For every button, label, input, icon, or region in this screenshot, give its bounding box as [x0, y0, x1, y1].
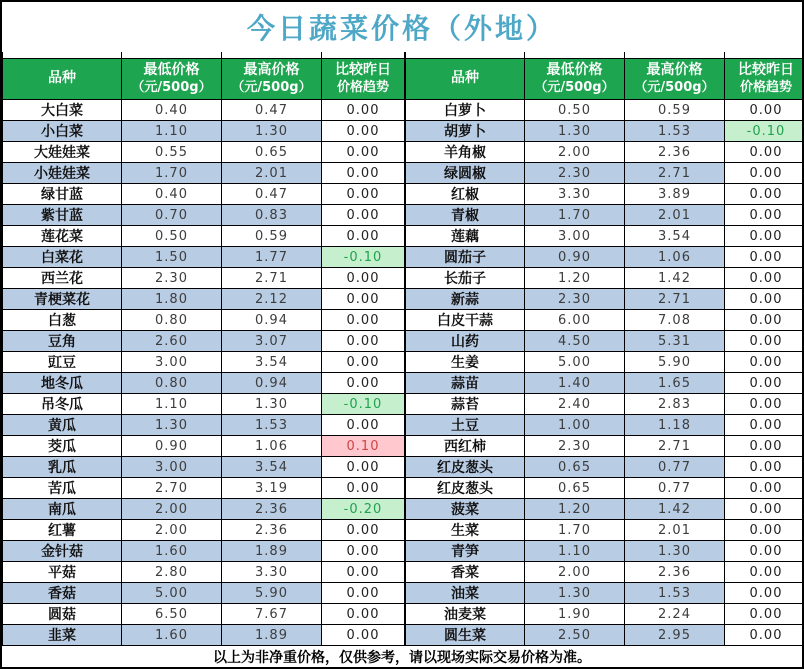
table-row [406, 310, 804, 331]
table-row [406, 520, 804, 541]
table-row [3, 121, 405, 142]
min-price-cell: 0.50 [122, 226, 222, 247]
max-price-cell: 5.90 [222, 583, 322, 604]
min-price-cell: 3.30 [525, 184, 625, 205]
veg-name-cell: 小白菜 [3, 121, 122, 142]
veg-name-cell: 西兰花 [3, 268, 122, 289]
table-row [406, 352, 804, 373]
header-row [3, 59, 405, 100]
trend-cell: 0.00 [725, 604, 804, 625]
max-price-cell: 1.89 [222, 541, 322, 562]
veg-name-cell: 大娃娃菜 [3, 142, 122, 163]
trend-cell: 0.00 [725, 457, 804, 478]
min-price-cell: 1.10 [525, 541, 625, 562]
veg-name-cell: 吊冬瓜 [3, 394, 122, 415]
veg-name-cell: 大白菜 [3, 100, 122, 121]
min-price-cell: 0.70 [122, 205, 222, 226]
max-price-cell: 2.36 [625, 142, 725, 163]
table-row [3, 541, 405, 562]
col-header-min-price: 最低价格 （元/500g） [525, 59, 625, 100]
title-bar [2, 2, 802, 52]
trend-cell: 0.00 [725, 142, 804, 163]
veg-name-cell: 豇豆 [3, 352, 122, 373]
veg-name-cell: 蒜苔 [406, 394, 525, 415]
veg-name-cell: 豆角 [3, 331, 122, 352]
min-price-cell: 5.00 [122, 583, 222, 604]
max-price-cell: 3.54 [625, 226, 725, 247]
table-row [3, 289, 405, 310]
max-price-cell: 3.89 [625, 184, 725, 205]
veg-name-cell: 紫甘蓝 [3, 205, 122, 226]
min-price-cell: 1.20 [525, 499, 625, 520]
trend-cell: 0.00 [725, 163, 804, 184]
table-row [406, 457, 804, 478]
veg-name-cell: 红薯 [3, 520, 122, 541]
trend-cell: 0.00 [725, 478, 804, 499]
max-price-cell: 3.07 [222, 331, 322, 352]
veg-name-cell: 白葱 [3, 310, 122, 331]
max-price-cell: 2.71 [625, 163, 725, 184]
min-price-cell: 1.30 [525, 121, 625, 142]
trend-cell: 0.00 [725, 268, 804, 289]
trend-cell: 0.00 [322, 457, 405, 478]
min-price-cell: 2.30 [525, 436, 625, 457]
veg-name-cell: 土豆 [406, 415, 525, 436]
trend-cell: 0.00 [725, 226, 804, 247]
trend-cell: 0.00 [725, 205, 804, 226]
col-header-max-price: 最高价格 （元/500g） [222, 59, 322, 100]
min-price-cell: 0.80 [122, 310, 222, 331]
max-price-cell: 1.30 [625, 541, 725, 562]
table-row [406, 499, 804, 520]
veg-name-cell: 白菜花 [3, 247, 122, 268]
veg-name-cell: 生菜 [406, 520, 525, 541]
veg-name-cell: 绿圆椒 [406, 163, 525, 184]
veg-name-cell: 青梗菜花 [3, 289, 122, 310]
table-row [3, 331, 405, 352]
min-price-cell: 1.10 [122, 121, 222, 142]
min-price-cell: 1.70 [122, 163, 222, 184]
veg-name-cell: 香菜 [406, 562, 525, 583]
table-row [3, 142, 405, 163]
max-price-cell: 3.54 [222, 457, 322, 478]
trend-cell: 0.00 [725, 415, 804, 436]
veg-name-cell: 平菇 [3, 562, 122, 583]
veg-name-cell: 白萝卜 [406, 100, 525, 121]
table-row [406, 478, 804, 499]
max-price-cell: 1.53 [625, 121, 725, 142]
table-row [3, 352, 405, 373]
trend-cell: 0.00 [725, 541, 804, 562]
tables-area [2, 52, 802, 646]
max-price-cell: 0.59 [625, 100, 725, 121]
veg-name-cell: 长茄子 [406, 268, 525, 289]
veg-name-cell: 青笋 [406, 541, 525, 562]
trend-cell: 0.00 [725, 499, 804, 520]
max-price-cell: 0.65 [222, 142, 322, 163]
max-price-cell: 0.77 [625, 478, 725, 499]
trend-cell: 0.00 [322, 415, 405, 436]
trend-cell: 0.00 [725, 352, 804, 373]
table-row [3, 373, 405, 394]
table-row [3, 625, 405, 646]
trend-cell: 0.00 [725, 100, 804, 121]
min-price-cell: 1.30 [122, 415, 222, 436]
veg-name-cell: 乳瓜 [3, 457, 122, 478]
disclaimer-text: 以上为非净重价格，仅供参考，请以现场实际交易价格为准。 [213, 650, 591, 666]
trend-cell: 0.00 [322, 205, 405, 226]
trend-cell: 0.00 [725, 247, 804, 268]
col-header-min-price: 最低价格 （元/500g） [122, 59, 222, 100]
trend-cell: -0.10 [322, 394, 405, 415]
trend-cell: 0.00 [725, 310, 804, 331]
table-row [3, 163, 405, 184]
price-table-left [2, 52, 405, 646]
trend-cell: 0.00 [322, 142, 405, 163]
min-price-cell: 2.30 [525, 163, 625, 184]
trend-cell: 0.00 [322, 541, 405, 562]
min-price-cell: 2.30 [122, 268, 222, 289]
table-row [3, 583, 405, 604]
table-row [406, 100, 804, 121]
table-row [3, 436, 405, 457]
max-price-cell: 1.06 [222, 436, 322, 457]
max-price-cell: 0.47 [222, 100, 322, 121]
min-price-cell: 1.80 [122, 289, 222, 310]
min-price-cell: 1.20 [525, 268, 625, 289]
trend-cell: 0.00 [322, 268, 405, 289]
min-price-cell: 3.00 [122, 457, 222, 478]
trend-cell: 0.00 [322, 562, 405, 583]
min-price-cell: 2.80 [122, 562, 222, 583]
max-price-cell: 7.67 [222, 604, 322, 625]
min-price-cell: 2.70 [122, 478, 222, 499]
max-price-cell: 0.77 [625, 457, 725, 478]
veg-name-cell: 白皮干蒜 [406, 310, 525, 331]
table-row [406, 163, 804, 184]
min-price-cell: 1.10 [122, 394, 222, 415]
min-price-cell: 2.00 [525, 142, 625, 163]
table-row [406, 205, 804, 226]
min-price-cell: 1.70 [525, 520, 625, 541]
table-row [3, 268, 405, 289]
trend-cell: -0.10 [322, 247, 405, 268]
table-row [3, 562, 405, 583]
min-price-cell: 0.50 [525, 100, 625, 121]
min-price-cell: 0.55 [122, 142, 222, 163]
max-price-cell: 0.47 [222, 184, 322, 205]
table-row [406, 373, 804, 394]
min-price-cell: 2.00 [122, 520, 222, 541]
table-row [406, 121, 804, 142]
min-price-cell: 5.00 [525, 352, 625, 373]
veg-name-cell: 红椒 [406, 184, 525, 205]
veg-name-cell: 香菇 [3, 583, 122, 604]
trend-cell: 0.00 [322, 478, 405, 499]
veg-name-cell: 圆生菜 [406, 625, 525, 646]
trend-cell: 0.00 [725, 625, 804, 646]
table-row [3, 184, 405, 205]
min-price-cell: 1.60 [122, 625, 222, 646]
min-price-cell: 0.90 [122, 436, 222, 457]
max-price-cell: 2.71 [222, 268, 322, 289]
table-row [3, 604, 405, 625]
min-price-cell: 1.50 [122, 247, 222, 268]
min-price-cell: 1.90 [525, 604, 625, 625]
table-row [3, 100, 405, 121]
table-row [3, 247, 405, 268]
max-price-cell: 2.01 [625, 520, 725, 541]
max-price-cell: 5.31 [625, 331, 725, 352]
min-price-cell: 2.50 [525, 625, 625, 646]
col-header-variety: 品种 [3, 59, 122, 100]
veg-name-cell: 韭菜 [3, 625, 122, 646]
trend-cell: 0.00 [725, 562, 804, 583]
table-row [3, 205, 405, 226]
veg-name-cell: 莲花菜 [3, 226, 122, 247]
max-price-cell: 3.30 [222, 562, 322, 583]
min-price-cell: 2.00 [525, 562, 625, 583]
trend-cell: 0.00 [725, 394, 804, 415]
max-price-cell: 2.71 [625, 289, 725, 310]
trend-cell: 0.00 [322, 121, 405, 142]
max-price-cell: 0.94 [222, 310, 322, 331]
trend-cell: 0.00 [322, 625, 405, 646]
max-price-cell: 0.83 [222, 205, 322, 226]
min-price-cell: 2.00 [122, 499, 222, 520]
max-price-cell: 1.77 [222, 247, 322, 268]
veg-name-cell: 莲藕 [406, 226, 525, 247]
trend-cell: 0.00 [725, 331, 804, 352]
col-header-variety: 品种 [406, 59, 525, 100]
veg-name-cell: 圆菇 [3, 604, 122, 625]
min-price-cell: 1.00 [525, 415, 625, 436]
trend-cell: 0.10 [322, 436, 405, 457]
table-row [3, 394, 405, 415]
col-header-trend: 比较昨日 价格趋势 [322, 59, 405, 100]
max-price-cell: 0.59 [222, 226, 322, 247]
header-row [406, 59, 804, 100]
trend-cell: -0.20 [322, 499, 405, 520]
min-price-cell: 6.50 [122, 604, 222, 625]
min-price-cell: 1.70 [525, 205, 625, 226]
trend-cell: 0.00 [322, 184, 405, 205]
veg-name-cell: 小娃娃菜 [3, 163, 122, 184]
table-row [406, 289, 804, 310]
max-price-cell: 1.65 [625, 373, 725, 394]
veg-name-cell: 青椒 [406, 205, 525, 226]
max-price-cell: 2.36 [222, 520, 322, 541]
min-price-cell: 3.00 [122, 352, 222, 373]
col-header-max-price: 最高价格 （元/500g） [625, 59, 725, 100]
table-row [3, 310, 405, 331]
min-price-cell: 1.60 [122, 541, 222, 562]
col-header-trend: 比较昨日 价格趋势 [725, 59, 804, 100]
min-price-cell: 0.65 [525, 478, 625, 499]
table-row [3, 226, 405, 247]
table-row [406, 268, 804, 289]
min-price-cell: 3.00 [525, 226, 625, 247]
trend-cell: 0.00 [322, 310, 405, 331]
veg-name-cell: 茭瓜 [3, 436, 122, 457]
table-row [406, 541, 804, 562]
max-price-cell: 5.90 [625, 352, 725, 373]
table-row [406, 142, 804, 163]
table-row [406, 247, 804, 268]
min-price-cell: 1.40 [525, 373, 625, 394]
max-price-cell: 2.71 [625, 436, 725, 457]
max-price-cell: 2.01 [222, 163, 322, 184]
trend-cell: 0.00 [322, 373, 405, 394]
max-price-cell: 2.83 [625, 394, 725, 415]
veg-name-cell: 绿甘蓝 [3, 184, 122, 205]
max-price-cell: 1.89 [222, 625, 322, 646]
max-price-cell: 7.08 [625, 310, 725, 331]
veg-name-cell: 生姜 [406, 352, 525, 373]
max-price-cell: 3.19 [222, 478, 322, 499]
table-row [3, 457, 405, 478]
veg-name-cell: 胡萝卜 [406, 121, 525, 142]
min-price-cell: 0.40 [122, 184, 222, 205]
trend-cell: 0.00 [725, 184, 804, 205]
table-row [406, 436, 804, 457]
table-row [406, 331, 804, 352]
max-price-cell: 1.53 [625, 583, 725, 604]
max-price-cell: 1.18 [625, 415, 725, 436]
table-row [3, 478, 405, 499]
table-row [406, 394, 804, 415]
veg-name-cell: 黄瓜 [3, 415, 122, 436]
trend-cell: 0.00 [725, 436, 804, 457]
max-price-cell: 2.36 [625, 562, 725, 583]
table-row [406, 226, 804, 247]
max-price-cell: 1.42 [625, 499, 725, 520]
table-row [406, 625, 804, 646]
trend-cell: 0.00 [725, 289, 804, 310]
veg-name-cell: 圆茄子 [406, 247, 525, 268]
min-price-cell: 0.65 [525, 457, 625, 478]
table-row [406, 415, 804, 436]
table-row [406, 583, 804, 604]
max-price-cell: 1.06 [625, 247, 725, 268]
veg-name-cell: 油菜 [406, 583, 525, 604]
veg-name-cell: 红皮葱头 [406, 478, 525, 499]
max-price-cell: 2.24 [625, 604, 725, 625]
veg-name-cell: 苦瓜 [3, 478, 122, 499]
max-price-cell: 3.54 [222, 352, 322, 373]
min-price-cell: 6.00 [525, 310, 625, 331]
max-price-cell: 1.42 [625, 268, 725, 289]
footer-bar [2, 646, 802, 668]
trend-cell: 0.00 [725, 583, 804, 604]
table-row [406, 604, 804, 625]
trend-cell: 0.00 [322, 520, 405, 541]
veg-name-cell: 羊角椒 [406, 142, 525, 163]
trend-cell: 0.00 [322, 226, 405, 247]
trend-cell: 0.00 [725, 373, 804, 394]
page-title: 今日蔬菜价格（外地） [246, 12, 557, 45]
veg-name-cell: 红皮葱头 [406, 457, 525, 478]
price-table-right [405, 52, 804, 646]
table-row [406, 562, 804, 583]
trend-cell: 0.00 [725, 520, 804, 541]
max-price-cell: 2.12 [222, 289, 322, 310]
min-price-cell: 0.90 [525, 247, 625, 268]
max-price-cell: 2.36 [222, 499, 322, 520]
trend-cell: 0.00 [322, 352, 405, 373]
veg-name-cell: 南瓜 [3, 499, 122, 520]
trend-cell: 0.00 [322, 100, 405, 121]
trend-cell: 0.00 [322, 583, 405, 604]
table-row [3, 415, 405, 436]
veg-name-cell: 金针菇 [3, 541, 122, 562]
veg-name-cell: 山药 [406, 331, 525, 352]
table-row [3, 520, 405, 541]
min-price-cell: 4.50 [525, 331, 625, 352]
min-price-cell: 2.60 [122, 331, 222, 352]
max-price-cell: 2.01 [625, 205, 725, 226]
veg-name-cell: 西红柿 [406, 436, 525, 457]
max-price-cell: 0.94 [222, 373, 322, 394]
min-price-cell: 2.30 [525, 289, 625, 310]
max-price-cell: 1.53 [222, 415, 322, 436]
trend-cell: -0.10 [725, 121, 804, 142]
veg-name-cell: 地冬瓜 [3, 373, 122, 394]
max-price-cell: 2.95 [625, 625, 725, 646]
trend-cell: 0.00 [322, 163, 405, 184]
trend-cell: 0.00 [322, 331, 405, 352]
max-price-cell: 1.30 [222, 121, 322, 142]
table-row [406, 184, 804, 205]
veg-name-cell: 蒜苗 [406, 373, 525, 394]
min-price-cell: 0.80 [122, 373, 222, 394]
min-price-cell: 0.40 [122, 100, 222, 121]
veg-name-cell: 新蒜 [406, 289, 525, 310]
max-price-cell: 1.30 [222, 394, 322, 415]
trend-cell: 0.00 [322, 604, 405, 625]
trend-cell: 0.00 [322, 289, 405, 310]
min-price-cell: 1.30 [525, 583, 625, 604]
veg-name-cell: 菠菜 [406, 499, 525, 520]
min-price-cell: 2.40 [525, 394, 625, 415]
table-row [3, 499, 405, 520]
veg-name-cell: 油麦菜 [406, 604, 525, 625]
